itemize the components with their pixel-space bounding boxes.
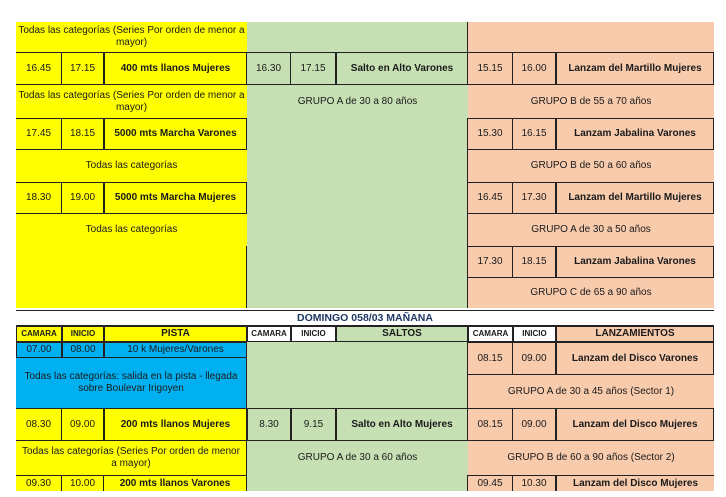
category-note: Todas las categorías (Series Por orden de menor a mayor)	[16, 441, 247, 475]
pista-header: PISTA	[104, 326, 247, 342]
category-note: Todas las categorías	[16, 150, 247, 182]
category-note: GRUPO B de 55 a 70 años	[468, 85, 714, 118]
event-name: 200 mts llanos Varones	[104, 475, 247, 491]
camara-time: 15.15	[468, 52, 513, 85]
inicio-time: 19.00	[62, 182, 104, 214]
camara-header: CAMARA	[16, 326, 62, 342]
event-name: Lanzam del Martillo Mujeres	[556, 52, 714, 85]
camara-time: 16.45	[468, 182, 513, 214]
event-name: Lanzam del Disco Mujeres	[556, 408, 714, 441]
camara-time: 8.30	[247, 408, 291, 441]
event-name: Salto en Alto Mujeres	[336, 408, 468, 441]
category-note: GRUPO A de 30 a 60 años	[247, 441, 468, 475]
category-note: Todas las categorías (Series Por orden de menor a mayor)	[16, 85, 247, 118]
inicio-header: INICIO	[62, 326, 104, 342]
camara-time: 08.15	[468, 342, 513, 375]
category-note: GRUPO C de 65 a 90 años	[468, 278, 714, 308]
camara-header: CAMARA	[468, 326, 513, 342]
inicio-time: 17.15	[62, 52, 104, 85]
day-title: DOMINGO 058/03 MAÑANA	[16, 310, 714, 326]
inicio-time: 09.00	[513, 342, 556, 375]
inicio-time: 10.00	[62, 475, 104, 491]
event-name: Lanzam del Martillo Mujeres	[556, 182, 714, 214]
event-name: 200 mts llanos Mujeres	[104, 408, 247, 441]
inicio-time: 9.15	[291, 408, 336, 441]
camara-time: 09.30	[16, 475, 62, 491]
category-note: Todas las categorías	[16, 214, 247, 246]
event-name: Lanzam del Disco Varones	[556, 342, 714, 375]
camara-time: 17.45	[16, 118, 62, 150]
inicio-time: 16.00	[513, 52, 556, 85]
camara-time: 09.45	[468, 475, 513, 491]
camara-time: 08.15	[468, 408, 513, 441]
category-note: GRUPO A de 30 a 45 años (Sector 1)	[468, 375, 714, 408]
inicio-header: INICIO	[291, 326, 336, 342]
category-note: Todas las categorías (Series Por orden de menor a mayor)	[16, 22, 247, 52]
saltos-header: SALTOS	[336, 326, 468, 342]
category-note: GRUPO B de 50 a 60 años	[468, 150, 714, 182]
schedule-sheet	[16, 22, 714, 497]
inicio-time: 08.00	[62, 342, 104, 358]
camara-time: 15.30	[468, 118, 513, 150]
inicio-time: 17.30	[513, 182, 556, 214]
inicio-time: 18.15	[62, 118, 104, 150]
camara-time: 18.30	[16, 182, 62, 214]
camara-time: 16.30	[247, 52, 291, 85]
inicio-time: 09.00	[513, 408, 556, 441]
event-name: 5000 mts Marcha Mujeres	[104, 182, 247, 214]
inicio-time: 10.30	[513, 475, 556, 491]
category-note: GRUPO A de 30 a 50 años	[468, 214, 714, 246]
camara-time: 07.00	[16, 342, 62, 358]
category-note: Todas las categorías: salida en la pista - llegada sobre Boulevar Irigoyen	[16, 358, 247, 408]
inicio-time: 16.15	[513, 118, 556, 150]
camara-header: CAMARA	[247, 326, 291, 342]
category-note: GRUPO B de 60 a 90 años (Sector 2)	[468, 441, 714, 475]
event-name: 5000 mts Marcha Varones	[104, 118, 247, 150]
inicio-time: 09.00	[62, 408, 104, 441]
camara-time: 08.30	[16, 408, 62, 441]
inicio-header: INICIO	[513, 326, 556, 342]
event-name: Salto en Alto Varones	[336, 52, 468, 85]
event-name: Lanzam Jabalina Varones	[556, 118, 714, 150]
camara-time: 17.30	[468, 246, 513, 278]
category-note: GRUPO A de 30 a 80 años	[247, 85, 468, 118]
event-name: Lanzam del Disco Mujeres	[556, 475, 714, 491]
event-name: Lanzam Jabalina Varones	[556, 246, 714, 278]
inicio-time: 18.15	[513, 246, 556, 278]
lanzamientos-header: LANZAMIENTOS	[556, 326, 714, 342]
event-name: 400 mts llanos Mujeres	[104, 52, 247, 85]
event-name: 10 k Mujeres/Varones	[104, 342, 247, 358]
camara-time: 16.45	[16, 52, 62, 85]
inicio-time: 17.15	[291, 52, 336, 85]
